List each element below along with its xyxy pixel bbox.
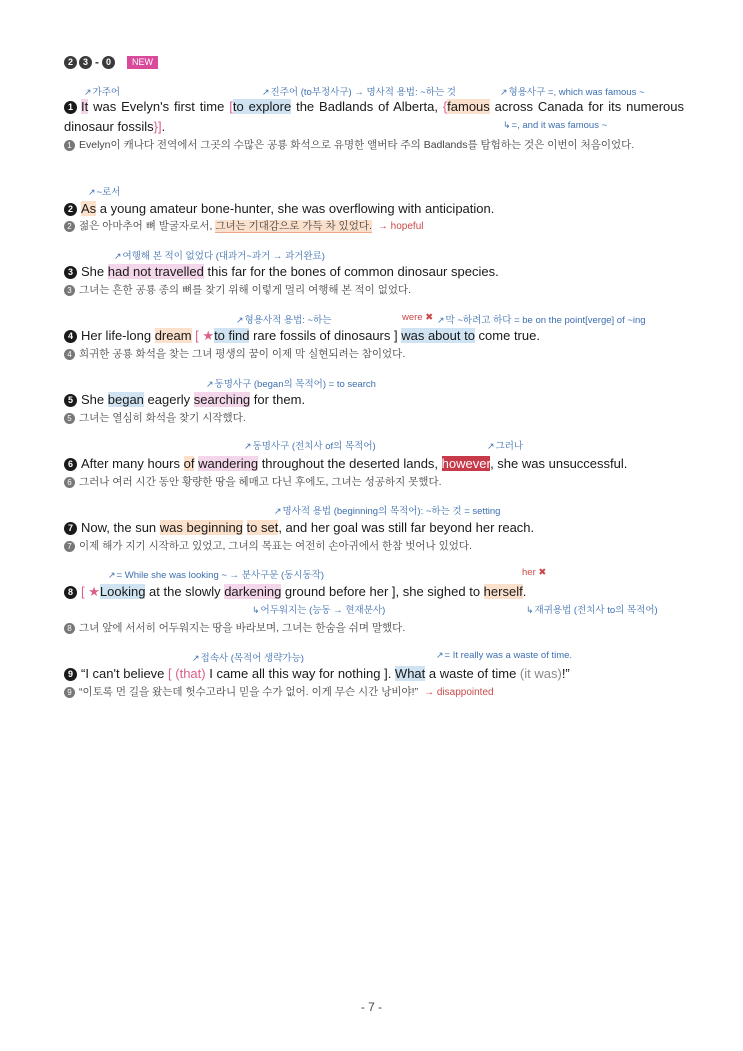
annotation: ↗동명사구 (began의 목적어) = to search — [206, 379, 376, 390]
sentence-7-english: 7 Now, the sun was beginning to set, and her goal was still far beyond her reach. — [64, 518, 684, 538]
annotation: her ✖ — [522, 567, 547, 578]
arrow-icon: ↗ — [192, 653, 200, 663]
sentence-5-english: 5 She began eagerly searching for them. — [64, 390, 684, 410]
annotation: ↗= It really was a waste of time. — [436, 650, 573, 661]
arrow-icon: ↗ — [236, 315, 244, 325]
annotation: ↗가주어 — [84, 87, 121, 98]
annotation: ↗막 ~하려고 하다 = be on the point[verge] of ~ing — [437, 315, 646, 326]
annotation: ↳어두워지는 (능동 → 현재분사) — [252, 605, 386, 616]
annotation: were ✖ — [402, 312, 434, 323]
annotation: ↗접속사 (목적어 생략가능) — [192, 653, 304, 664]
arrow-icon: ↗ — [84, 87, 92, 97]
annotation: ↗= While she was looking ~ → 분사구문 (동시동작) — [108, 570, 325, 581]
arrow-icon: ↗ — [244, 441, 252, 451]
lesson-header — [64, 55, 158, 69]
arrow-icon: ↗ — [500, 87, 508, 97]
arrow-icon: ↗ — [88, 187, 96, 197]
sentence-6-korean: 6 그러나 여러 시간 동안 황량한 땅을 헤매고 다닌 후에도, 그녀는 성공하지 못했다. — [64, 474, 684, 491]
lesson-number-3: 0 — [102, 56, 115, 69]
arrow-icon: ↳ — [526, 605, 534, 615]
annotation: ↳재귀용법 (전치사 to의 목적어) — [526, 605, 658, 616]
arrow-icon: ↗ — [114, 251, 122, 261]
annotation: ↗형용사적 용법: ~하는 — [236, 315, 332, 326]
arrow-icon: ↗ — [206, 379, 214, 389]
lesson-number-1: 2 — [64, 56, 77, 69]
lesson-number-2: 3 — [79, 56, 92, 69]
lesson-dash: - — [95, 55, 99, 69]
sentence-8-english: 8 [ ★Looking at the slowly darkening ground before her ], she sighed to herself. — [64, 582, 684, 602]
sentence-1-korean: 1 Evelyn이 캐나다 전역에서 그곳의 수많은 공룡 화석으로 유명한 앨버타 주의 Badlands를 탐험하는 것은 이번이 처음이었다. — [64, 137, 684, 154]
sentence-2-korean: 2 젊은 아마추어 뼈 발굴자로서, 그녀는 기대감으로 가득 차 있었다. → hopeful — [64, 218, 684, 235]
sentence-7-korean: 7 이제 해가 지기 시작하고 있었고, 그녀의 목표는 여전히 손아귀에서 한참 벗어나 있었다. — [64, 538, 684, 555]
annotation: ↗형용사구 =, which was famous ~ — [500, 87, 645, 98]
arrow-icon: ↗ — [262, 87, 270, 97]
arrow-icon: ↗ — [108, 570, 116, 580]
arrow-icon: ↗ — [437, 315, 445, 325]
new-badge: NEW — [127, 56, 158, 69]
sentence-number: 1 — [64, 101, 77, 114]
annotation: ↗여행해 본 적이 없었다 (대과거~과거 → 과거완료) — [114, 251, 325, 262]
sentence-8-korean: 8 그녀 앞에 서서히 어두워지는 땅을 바라보며, 그녀는 한숨을 쉬며 말했다. — [64, 620, 684, 637]
annotation: ↳=, and it was famous ~ — [503, 120, 608, 131]
sentence-5-korean: 5 그녀는 열심히 화석을 찾기 시작했다. — [64, 410, 684, 427]
annotation: ↗동명사구 (전치사 of의 목적어) — [244, 441, 376, 452]
arrow-icon: ↳ — [503, 120, 511, 130]
sentence-2-english: 2 As a young amateur bone-hunter, she was overflowing with anticipation. — [64, 199, 684, 219]
annotation: ↗명사적 용법 (beginning의 목적어): ~하는 것 = setting — [274, 506, 501, 517]
sentence-9-english: 9 “I can't believe [ (that) I came all this way for nothing ]. What a waste of time (it was)!” — [64, 664, 684, 684]
sentence-9-korean: 9 “이토록 먼 길을 왔는데 헛수고라니 믿을 수가 없어. 이게 무슨 시간 낭비야!” → disappointed — [64, 684, 684, 701]
sentence-3-korean: 3 그녀는 흔한 공룡 종의 뼈를 찾기 위해 이렇게 멀리 여행해 본 적이 없었다. — [64, 282, 684, 299]
sentence-1-english: 1 It was Evelyn's first time [to explore the Badlands of Alberta, {famous across Canada for its numerous dinosaur fossils}]. — [64, 99, 684, 134]
annotation: ↗~로서 — [88, 187, 121, 198]
sentence-6-english: 6 After many hours of wandering throughout the deserted lands, however, she was unsuccessful. — [64, 454, 684, 474]
annotation: ↗진주어 (to부정사구) → 명사적 용법: ~하는 것 — [262, 87, 456, 98]
arrow-icon: ↗ — [274, 506, 282, 516]
arrow-icon: ↗ — [436, 650, 444, 660]
sentence-4-korean: 4 희귀한 공룡 화석을 찾는 그녀 평생의 꿈이 이제 막 실현되려는 참이었다. — [64, 346, 684, 363]
page-number: - 7 - — [360, 1000, 383, 1014]
annotation: ↗그러나 — [487, 441, 524, 452]
sentence-3-english: 3 She had not travelled this far for the bones of common dinosaur species. — [64, 262, 684, 282]
arrow-icon: ↗ — [487, 441, 495, 451]
arrow-icon: ↳ — [252, 605, 260, 615]
sentence-4-english: 4 Her life-long dream [ ★to find rare fossils of dinosaurs ] was about to come true. — [64, 326, 684, 346]
